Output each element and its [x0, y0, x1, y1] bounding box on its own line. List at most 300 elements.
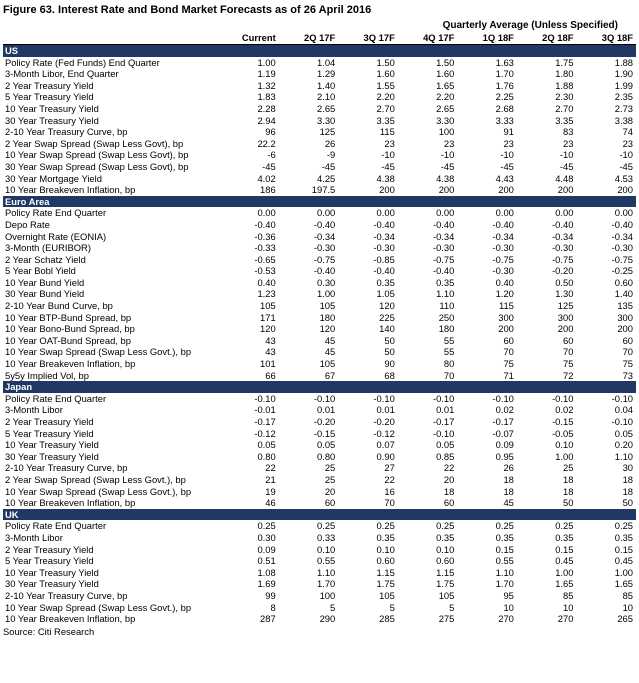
value-cell: -0.20: [313, 416, 336, 427]
section-header-row: [3, 45, 636, 57]
value-cell: 71: [503, 369, 514, 381]
table-row: [3, 404, 636, 416]
value-cell: 1.63: [495, 56, 514, 68]
value-cell: 5: [330, 601, 336, 613]
value-cell: -0.07: [492, 427, 514, 439]
row-label: 30 Year Mortgage Yield: [5, 172, 102, 184]
table-row: [3, 288, 636, 300]
value-cell: -0.30: [552, 242, 574, 254]
value-cell: 105: [319, 358, 336, 370]
section-header-row: [3, 196, 636, 208]
value-cell: -0.10: [611, 392, 633, 404]
value-cell: -0.30: [492, 242, 514, 254]
value-cell: 0.35: [436, 276, 455, 288]
value-cell: 10: [622, 601, 633, 613]
row-label: 5y5y Implied Vol, bp: [5, 369, 89, 381]
value-cell: -0.10: [492, 392, 514, 404]
value-cell: 2.25: [495, 91, 514, 103]
value-cell: 1.40: [614, 288, 633, 300]
value-cell: 1.80: [555, 68, 574, 80]
value-cell: 20: [443, 473, 455, 485]
header-2q17f: 2Q 17F: [279, 32, 339, 45]
value-cell: 290: [319, 613, 336, 625]
value-cell: 250: [438, 311, 455, 323]
value-cell: -0.75: [611, 253, 633, 265]
value-cell: -45: [440, 160, 455, 172]
value-cell: 1.15: [436, 566, 455, 578]
table-row: [3, 544, 636, 556]
value-cell: -0.10: [373, 392, 395, 404]
table-row: [3, 451, 636, 463]
row-label: 5 Year Treasury Yield: [5, 427, 94, 439]
value-cell: -0.15: [313, 427, 336, 439]
value-cell: 0.00: [376, 207, 395, 219]
header-current: Current: [219, 32, 279, 45]
table-row: [3, 474, 636, 486]
value-cell: 0.15: [555, 543, 574, 555]
value-cell: 1.00: [614, 566, 633, 578]
value-cell: 1.83: [257, 91, 276, 103]
row-label: 10 Year Bund Yield: [5, 276, 85, 288]
value-cell: 1.23: [257, 288, 276, 300]
value-cell: 72: [563, 369, 574, 381]
table-row: [3, 416, 636, 428]
value-cell: 200: [379, 184, 395, 196]
value-cell: 50: [384, 334, 395, 346]
value-cell: 25: [324, 462, 336, 474]
value-cell: 200: [617, 323, 633, 335]
value-cell: -45: [321, 160, 336, 172]
table-row: [3, 115, 636, 127]
value-cell: 0.00: [257, 207, 276, 219]
row-label: 10 Year Bono-Bund Spread, bp: [5, 323, 135, 335]
value-cell: 0.00: [436, 207, 455, 219]
value-cell: -0.30: [373, 242, 395, 254]
value-cell: 3.30: [317, 114, 336, 126]
value-cell: 45: [324, 346, 336, 358]
table-row: [3, 138, 636, 150]
value-cell: 25: [324, 473, 336, 485]
value-cell: 23: [384, 137, 395, 149]
value-cell: 5: [449, 601, 455, 613]
value-cell: 0.25: [257, 520, 276, 532]
table-row: [3, 242, 636, 254]
value-cell: 25: [563, 462, 574, 474]
value-cell: 120: [379, 300, 395, 312]
row-label: 10 Year Swap Spread (Swap Less Govt.), bp: [5, 346, 192, 358]
table-row: [3, 439, 636, 451]
value-cell: 3.35: [555, 114, 574, 126]
header-3q17f: 3Q 17F: [338, 32, 398, 45]
value-cell: 74: [622, 126, 633, 138]
value-cell: 1.65: [436, 79, 455, 91]
value-cell: 197.5: [311, 184, 336, 196]
table-row: [3, 346, 636, 358]
value-cell: 85: [622, 589, 633, 601]
table-row: [3, 254, 636, 266]
value-cell: 50: [384, 346, 395, 358]
value-cell: 0.05: [436, 439, 455, 451]
row-label: 30 Year Treasury Yield: [5, 114, 99, 126]
value-cell: 2.73: [614, 102, 633, 114]
value-cell: -0.40: [611, 218, 633, 230]
value-cell: 200: [557, 184, 574, 196]
value-cell: 0.05: [257, 439, 276, 451]
value-cell: -0.10: [313, 392, 336, 404]
value-cell: 16: [384, 485, 395, 497]
value-cell: 10: [503, 601, 514, 613]
table-row: [3, 173, 636, 185]
value-cell: 140: [379, 323, 395, 335]
value-cell: -0.40: [432, 218, 455, 230]
value-cell: 180: [319, 311, 336, 323]
value-cell: 43: [265, 346, 276, 358]
value-cell: 4.48: [555, 172, 574, 184]
value-cell: 0.35: [614, 531, 633, 543]
value-cell: 96: [265, 126, 276, 138]
value-cell: 1.75: [555, 56, 574, 68]
value-cell: 2.30: [555, 91, 574, 103]
row-label: 3-Month Libor: [5, 404, 63, 416]
value-cell: 0.09: [495, 439, 514, 451]
value-cell: 0.30: [317, 276, 336, 288]
value-cell: 60: [622, 334, 633, 346]
table-row: [3, 207, 636, 219]
value-cell: 1.90: [614, 68, 633, 80]
value-cell: -45: [559, 160, 574, 172]
value-cell: 1.04: [317, 56, 336, 68]
row-label: 30 Year Swap Spread (Swap Less Govt), bp: [5, 160, 189, 172]
value-cell: 0.80: [257, 450, 276, 462]
value-cell: 2.35: [614, 91, 633, 103]
header-4q17f: 4Q 17F: [398, 32, 458, 45]
value-cell: 23: [503, 137, 514, 149]
table-row: [3, 68, 636, 80]
value-cell: -10: [381, 149, 395, 161]
value-cell: 0.35: [436, 531, 455, 543]
value-cell: 2.94: [257, 114, 276, 126]
row-label: 10 Year Swap Spread (Swap Less Govt.), bp: [5, 485, 192, 497]
value-cell: 105: [260, 300, 276, 312]
value-cell: 1.05: [376, 288, 395, 300]
value-cell: 1.65: [555, 578, 574, 590]
value-cell: 0.15: [614, 543, 633, 555]
value-cell: 75: [563, 358, 574, 370]
value-cell: 101: [260, 358, 276, 370]
value-cell: 0.33: [317, 531, 336, 543]
value-cell: 1.29: [317, 68, 336, 80]
value-cell: 0.30: [257, 531, 276, 543]
row-label: 10 Year Breakeven Inflation, bp: [5, 497, 136, 509]
value-cell: 0.10: [555, 439, 574, 451]
value-cell: -0.34: [552, 230, 574, 242]
value-cell: 23: [563, 137, 574, 149]
value-cell: 22: [443, 462, 455, 474]
row-label: 10 Year Breakeven Inflation, bp: [5, 184, 136, 196]
value-cell: 0.00: [555, 207, 574, 219]
table-row: [3, 300, 636, 312]
value-cell: 200: [498, 323, 514, 335]
row-label: 2-10 Year Treasury Curve, bp: [5, 126, 128, 138]
value-cell: 1.15: [376, 566, 395, 578]
value-cell: 125: [319, 126, 336, 138]
row-label: 10 Year BTP-Bund Spread, bp: [5, 311, 132, 323]
value-cell: 287: [260, 613, 276, 625]
value-cell: 1.40: [317, 79, 336, 91]
value-cell: 1.60: [436, 68, 455, 80]
value-cell: 1.10: [614, 450, 633, 462]
value-cell: 1.65: [614, 578, 633, 590]
value-cell: 5: [389, 601, 395, 613]
value-cell: -0.85: [373, 253, 395, 265]
row-label: 10 Year Treasury Yield: [5, 566, 99, 578]
value-cell: -0.34: [432, 230, 455, 242]
value-cell: 43: [265, 334, 276, 346]
value-cell: 18: [503, 485, 514, 497]
value-cell: 50: [563, 497, 574, 509]
value-cell: 83: [563, 126, 574, 138]
value-cell: 0.25: [436, 520, 455, 532]
value-cell: -0.20: [552, 265, 574, 277]
row-label: 2-10 Year Treasury Curve, bp: [5, 462, 128, 474]
value-cell: 2.10: [317, 91, 336, 103]
value-cell: 8: [270, 601, 276, 613]
value-cell: 60: [324, 497, 336, 509]
table-row: [3, 57, 636, 69]
row-label: 10 Year Treasury Yield: [5, 439, 99, 451]
row-label: 5 Year Bobl Yield: [5, 265, 76, 277]
value-cell: 0.40: [257, 276, 276, 288]
table-row: [3, 312, 636, 324]
value-cell: 45: [324, 334, 336, 346]
value-cell: 1.60: [376, 68, 395, 80]
value-cell: 0.40: [495, 276, 514, 288]
table-row: [3, 358, 636, 370]
column-group-heading: [3, 20, 636, 32]
value-cell: 22: [384, 473, 395, 485]
value-cell: 2.20: [436, 91, 455, 103]
value-cell: -0.40: [373, 265, 395, 277]
value-cell: 200: [617, 184, 633, 196]
table-row: [3, 184, 636, 196]
value-cell: -10: [500, 149, 514, 161]
header-row: [3, 32, 636, 45]
table-row: [3, 323, 636, 335]
value-cell: -9: [326, 149, 336, 161]
value-cell: 265: [617, 613, 633, 625]
value-cell: 70: [503, 346, 514, 358]
value-cell: 23: [622, 137, 633, 149]
value-cell: -10: [619, 149, 633, 161]
value-cell: 1.00: [555, 566, 574, 578]
value-cell: 0.25: [376, 520, 395, 532]
value-cell: 18: [443, 485, 455, 497]
value-cell: 45: [503, 497, 514, 509]
value-cell: -45: [619, 160, 633, 172]
value-cell: -0.30: [611, 242, 633, 254]
row-label: 2 Year Treasury Yield: [5, 416, 94, 427]
value-cell: 0.05: [317, 439, 336, 451]
value-cell: 1.76: [495, 79, 514, 91]
value-cell: 275: [438, 613, 455, 625]
value-cell: 135: [617, 300, 633, 312]
value-cell: -0.25: [611, 265, 633, 277]
value-cell: 180: [438, 323, 455, 335]
value-cell: 26: [324, 137, 336, 149]
header-2q18f: 2Q 18F: [517, 32, 577, 45]
section-header-row: [3, 509, 636, 521]
row-label: 10 Year Swap Spread (Swap Less Govt.), bp: [5, 601, 192, 613]
value-cell: 18: [622, 473, 633, 485]
value-cell: 125: [557, 300, 574, 312]
value-cell: 70: [384, 497, 395, 509]
value-cell: 0.01: [376, 404, 395, 416]
row-label: 2 Year Swap Spread (Swap Less Govt), bp: [5, 137, 184, 149]
row-label: 30 Year Bund Yield: [5, 288, 85, 300]
value-cell: 200: [557, 323, 574, 335]
table-row: [3, 602, 636, 614]
value-cell: 20: [324, 485, 336, 497]
value-cell: 66: [265, 369, 276, 381]
value-cell: 1.70: [495, 578, 514, 590]
value-cell: 4.43: [495, 172, 514, 184]
table-row: [3, 567, 636, 579]
value-cell: -0.15: [552, 416, 574, 427]
row-label: 2 Year Schatz Yield: [5, 253, 86, 265]
value-cell: 10: [563, 601, 574, 613]
section-title: Euro Area: [3, 196, 636, 208]
value-cell: 0.80: [317, 450, 336, 462]
forecast-table: [3, 32, 636, 625]
row-label: 10 Year OAT-Bund Spread, bp: [5, 334, 131, 346]
value-cell: -0.17: [432, 416, 455, 427]
value-cell: 1.10: [317, 566, 336, 578]
value-cell: 75: [503, 358, 514, 370]
table-row: [3, 520, 636, 532]
value-cell: 75: [622, 358, 633, 370]
value-cell: 1.69: [257, 578, 276, 590]
value-cell: -0.17: [492, 416, 514, 427]
value-cell: 30: [622, 462, 633, 474]
value-cell: 0.05: [614, 427, 633, 439]
table-row: [3, 393, 636, 405]
figure-title: Figure 63. Interest Rate and Bond Market Forecasts as of 26 April 2016: [3, 4, 372, 16]
value-cell: 1.50: [436, 56, 455, 68]
value-cell: 300: [498, 311, 514, 323]
value-cell: 1.10: [436, 288, 455, 300]
value-cell: 1.19: [257, 68, 276, 80]
value-cell: -0.75: [552, 253, 574, 265]
value-cell: 0.25: [317, 520, 336, 532]
value-cell: 4.25: [317, 172, 336, 184]
table-row: [3, 80, 636, 92]
value-cell: -0.17: [254, 416, 276, 427]
value-cell: 1.00: [555, 450, 574, 462]
table-row: [3, 555, 636, 567]
value-cell: 115: [379, 126, 395, 138]
value-cell: 225: [379, 311, 395, 323]
value-cell: 0.10: [436, 543, 455, 555]
value-cell: 73: [622, 369, 633, 381]
value-cell: -0.12: [373, 427, 395, 439]
value-cell: -0.05: [552, 427, 574, 439]
row-label: Overnight Rate (EONIA): [5, 230, 107, 242]
value-cell: 0.45: [555, 555, 574, 567]
value-cell: 1.75: [436, 578, 455, 590]
value-cell: 4.38: [376, 172, 395, 184]
row-label: Policy Rate (Fed Funds) End Quarter: [5, 56, 160, 68]
value-cell: 1.10: [495, 566, 514, 578]
value-cell: 18: [622, 485, 633, 497]
value-cell: 110: [439, 300, 455, 312]
value-cell: -0.53: [254, 265, 276, 277]
value-cell: -0.10: [254, 392, 276, 404]
value-cell: -6: [267, 149, 276, 161]
value-cell: 2.28: [257, 102, 276, 114]
value-cell: 2.20: [376, 91, 395, 103]
value-cell: 1.75: [376, 578, 395, 590]
value-cell: 2.68: [495, 102, 514, 114]
value-cell: -0.40: [492, 218, 514, 230]
value-cell: -0.40: [552, 218, 574, 230]
value-cell: 1.00: [257, 56, 276, 68]
value-cell: 100: [319, 589, 336, 601]
table-row: [3, 103, 636, 115]
table-row: [3, 231, 636, 243]
value-cell: 0.35: [376, 276, 395, 288]
table-row: [3, 126, 636, 138]
value-cell: 85: [563, 589, 574, 601]
table-row: [3, 91, 636, 103]
value-cell: 91: [503, 126, 514, 138]
value-cell: 171: [260, 311, 276, 323]
value-cell: 285: [379, 613, 395, 625]
value-cell: 0.60: [376, 555, 395, 567]
row-label: 2-10 Year Bund Curve, bp: [5, 300, 113, 312]
row-label: Policy Rate End Quarter: [5, 392, 107, 404]
value-cell: 0.00: [614, 207, 633, 219]
value-cell: 0.07: [376, 439, 395, 451]
table-row: [3, 370, 636, 382]
value-cell: 60: [503, 334, 514, 346]
source-note: Source: Citi Research: [3, 625, 95, 637]
value-cell: 200: [498, 184, 514, 196]
value-cell: -10: [559, 149, 574, 161]
value-cell: -0.10: [611, 416, 633, 427]
value-cell: 0.10: [317, 543, 336, 555]
value-cell: 18: [563, 473, 574, 485]
value-cell: 0.35: [495, 531, 514, 543]
table-header: [3, 32, 636, 45]
value-cell: 70: [622, 346, 633, 358]
value-cell: -0.75: [492, 253, 514, 265]
value-cell: -0.30: [432, 242, 455, 254]
value-cell: 19: [265, 485, 276, 497]
value-cell: 0.25: [555, 520, 574, 532]
value-cell: -0.10: [432, 427, 455, 439]
value-cell: 0.15: [495, 543, 514, 555]
header-3q18f: 3Q 18F: [576, 32, 636, 45]
value-cell: 1.55: [376, 79, 395, 91]
table-row: [3, 335, 636, 347]
value-cell: 0.00: [495, 207, 514, 219]
row-label: 2 Year Treasury Yield: [5, 543, 94, 555]
row-label: 2-10 Year Treasury Curve, bp: [5, 589, 128, 601]
row-label: 30 Year Treasury Yield: [5, 450, 99, 462]
table-row: [3, 428, 636, 440]
value-cell: 0.55: [317, 555, 336, 567]
table-row: [3, 462, 636, 474]
